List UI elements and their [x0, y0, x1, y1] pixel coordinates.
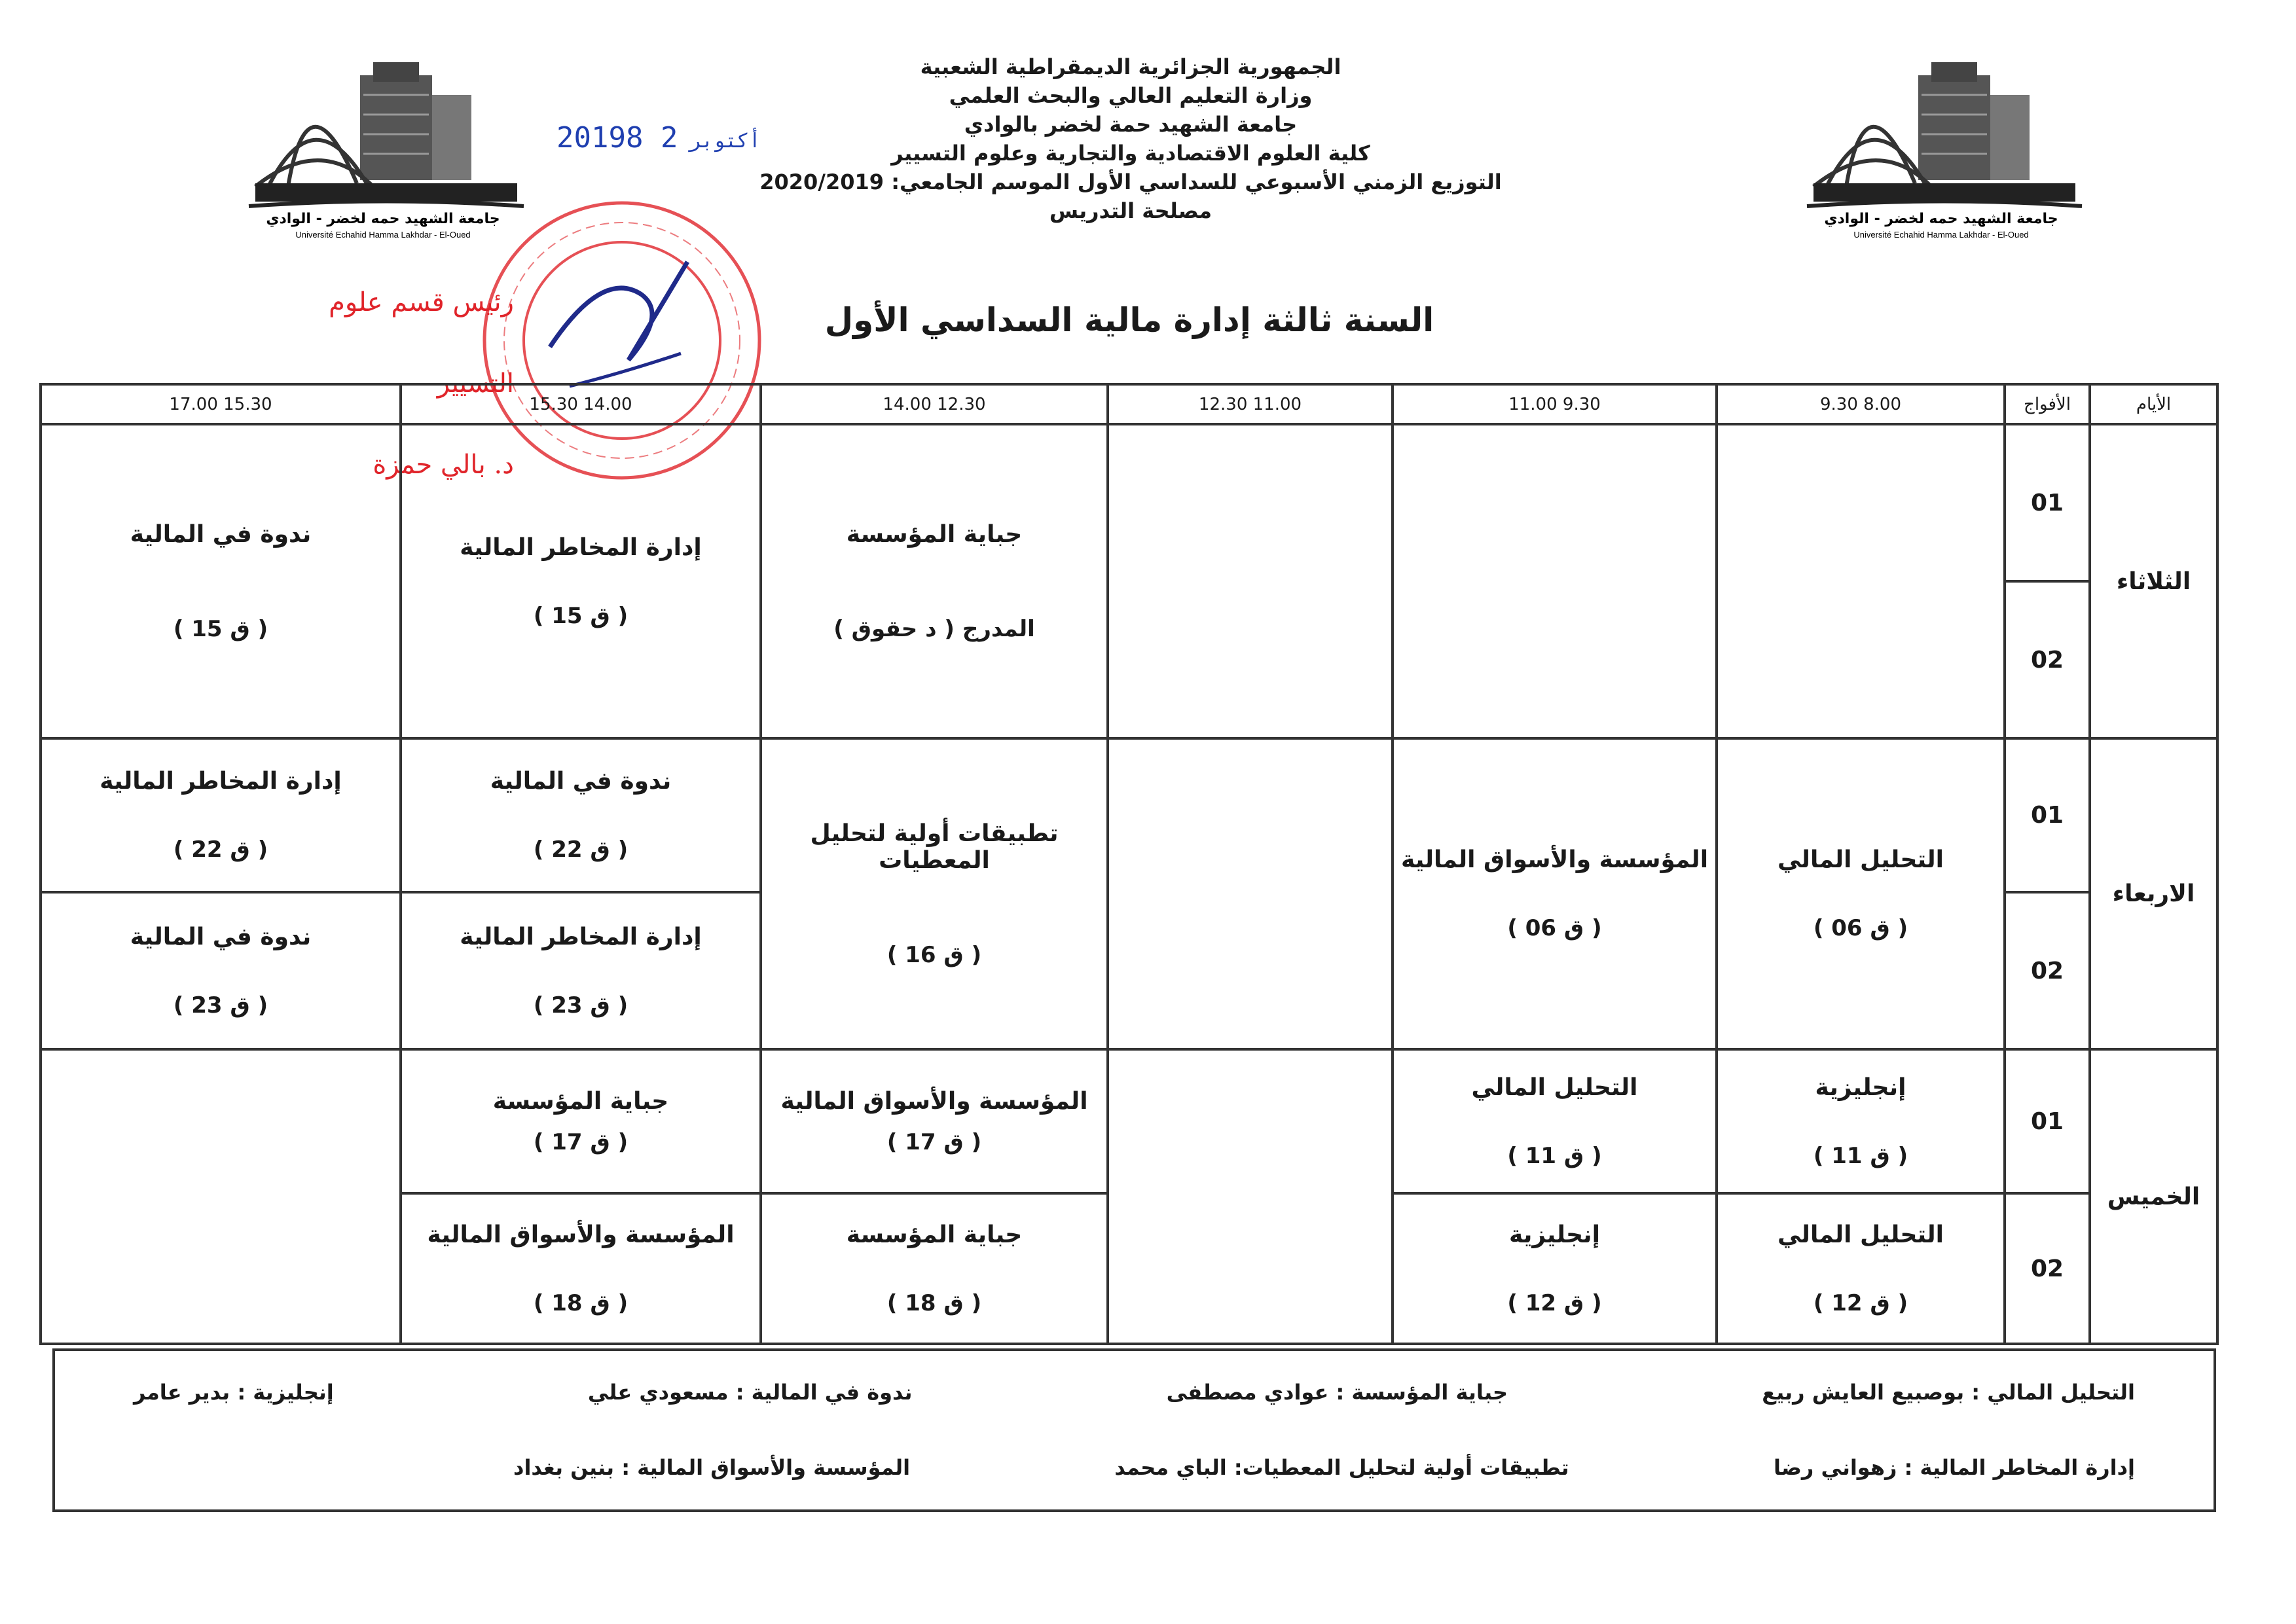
empty-cell — [1393, 424, 1717, 738]
room-label: ( ق 18 ) — [886, 1290, 982, 1316]
course-name: المؤسسة والأسواق المالية — [780, 1087, 1088, 1115]
teacher-entry: إدارة المخاطر المالية : زهواني رضا — [1773, 1454, 2135, 1480]
course-name: إدارة المخاطر المالية — [460, 923, 702, 950]
room-label: ( ق 15 ) — [173, 615, 268, 642]
room-label: ( ق 11 ) — [1813, 1142, 1908, 1169]
session-cell — [401, 892, 761, 1049]
group-02: 02 — [2005, 892, 2090, 1049]
slot-header-4: 12.30 14.00 — [761, 384, 1108, 424]
course-name: إنجليزية — [1509, 1221, 1600, 1248]
teacher-entry: المؤسسة والأسواق المالية : بنين بغداد — [513, 1454, 911, 1480]
course-name: جباية المؤسسة — [492, 1087, 669, 1115]
room-label: ( ق 06 ) — [1507, 915, 1602, 942]
signature-name: د. بالي حمزة — [373, 450, 514, 480]
session-cell — [761, 738, 1108, 1049]
session-cell — [401, 738, 761, 892]
empty-cell — [41, 1049, 401, 1344]
course-name: التحليل المالي — [1777, 1221, 1944, 1248]
course-name: ندوة في المالية — [490, 768, 672, 795]
groups-header: الأفواج — [2005, 384, 2090, 424]
session-cell — [401, 1193, 761, 1344]
timetable — [39, 383, 2219, 1345]
session-cell — [401, 424, 761, 738]
session-cell — [1717, 738, 2005, 1049]
teacher-entry: ندوة في المالية : مسعودي علي — [587, 1379, 913, 1405]
room-label: المدرج ( د حقوق ) — [833, 615, 1035, 642]
days-header: الأيام — [2090, 384, 2217, 424]
room-label: ( ق 06 ) — [1813, 915, 1908, 942]
header-line-1: الجمهورية الجزائرية الديمقراطية الشعبية — [920, 54, 1341, 79]
table-row — [41, 424, 2217, 581]
teacher-entry: إنجليزية : بدير عامر — [134, 1379, 334, 1405]
room-label: ( ق 23 ) — [533, 992, 629, 1019]
empty-cell — [1108, 1049, 1393, 1344]
session-cell — [761, 1049, 1108, 1193]
course-name: إنجليزية — [1815, 1074, 1906, 1101]
header-line-4: كلية العلوم الاقتصادية والتجارية وعلوم التسيير — [891, 141, 1370, 166]
session-cell — [1717, 1049, 2005, 1193]
empty-cell — [1108, 424, 1393, 738]
slot-header-1: 8.00 9.30 — [1717, 384, 2005, 424]
header-block — [738, 52, 1523, 225]
group-01: 01 — [2005, 738, 2090, 892]
session-cell — [41, 892, 401, 1049]
empty-cell — [1717, 424, 2005, 738]
teacher-entry: جباية المؤسسة : عوادي مصطفى — [1166, 1379, 1508, 1405]
date-stamp — [556, 121, 773, 154]
teachers-row-2 — [55, 1430, 2214, 1505]
session-cell — [401, 1049, 761, 1193]
session-cell — [41, 738, 401, 892]
signature-title: رئيس قسم علوم التسيير — [329, 287, 514, 399]
teachers-box — [52, 1348, 2216, 1512]
header-line-6: مصلحة التدريس — [1049, 198, 1212, 223]
logo-name-left: جامعة الشهيد حمه لخضر - الوادي — [266, 211, 500, 227]
course-name: التحليل المالي — [1777, 846, 1944, 874]
empty-cell — [1108, 738, 1393, 1049]
room-label: ( ق 23 ) — [173, 992, 268, 1019]
header-row — [41, 384, 2217, 424]
room-label: ( ق 12 ) — [1813, 1290, 1908, 1316]
group-01: 01 — [2005, 424, 2090, 581]
day-thursday: الخميس — [2090, 1049, 2217, 1344]
course-name: جباية المؤسسة — [846, 520, 1023, 548]
room-label: ( ق 22 ) — [173, 837, 268, 863]
header-line-5: التوزيع الزمني الأسبوعي للسداسي الأول الموسم الجامعي: 2020/2019 — [759, 170, 1502, 194]
teacher-entry: تطبيقات أولية لتحليل المعطيات: الباي محمد — [1114, 1454, 1569, 1480]
course-name: ندوة في المالية — [130, 923, 312, 950]
course-name: إدارة المخاطر المالية — [460, 533, 702, 561]
course-name: المؤسسة والأسواق المالية — [1400, 846, 1709, 874]
teachers-row-1 — [55, 1354, 2214, 1430]
room-label: ( ق 22 ) — [533, 837, 629, 863]
room-label: ( ق 18 ) — [533, 1290, 629, 1316]
course-name: تطبيقات أولية لتحليل المعطيات — [810, 820, 1059, 874]
room-label: ( ق 12 ) — [1507, 1290, 1602, 1316]
logo-name-right: جامعة الشهيد حمه لخضر - الوادي — [1824, 211, 2058, 227]
room-label: ( ق 16 ) — [886, 941, 982, 968]
session-cell — [761, 1193, 1108, 1344]
group-02: 02 — [2005, 581, 2090, 738]
session-cell — [1717, 1193, 2005, 1344]
course-name: المؤسسة والأسواق المالية — [427, 1221, 735, 1248]
group-01: 01 — [2005, 1049, 2090, 1193]
table-row — [41, 1049, 2217, 1193]
day-wednesday: الاربعاء — [2090, 738, 2217, 1049]
session-cell — [1393, 738, 1717, 1049]
slot-header-2: 9.30 11.00 — [1393, 384, 1717, 424]
course-name: التحليل المالي — [1471, 1074, 1638, 1101]
group-02: 02 — [2005, 1193, 2090, 1344]
room-label: ( ق 17 ) — [533, 1128, 629, 1155]
session-cell — [761, 424, 1108, 738]
logo-sub-right: Université Echahid Hamma Lakhdar - El-Oued — [1853, 230, 2029, 240]
header-line-3: جامعة الشهيد حمة لخضر بالوادي — [964, 112, 1298, 137]
date-month: أكتوبر — [689, 130, 761, 153]
slot-header-3: 11.00 12.30 — [1108, 384, 1393, 424]
day-tuesday: الثلاثاء — [2090, 424, 2217, 738]
room-label: ( ق 17 ) — [886, 1128, 982, 1155]
date-year: 2019 — [556, 121, 626, 154]
session-cell — [1393, 1193, 1717, 1344]
table-row — [41, 738, 2217, 892]
room-label: ( ق 11 ) — [1507, 1142, 1602, 1169]
slot-header-5: 14.00 15.30 — [401, 384, 761, 424]
course-name: إدارة المخاطر المالية — [100, 768, 342, 795]
date-day: 2 8 — [625, 121, 678, 154]
university-logo-right — [1800, 56, 2095, 245]
course-name: جباية المؤسسة — [846, 1221, 1023, 1248]
page-title: السنة ثالثة إدارة مالية السداسي الأول — [824, 301, 1434, 339]
teacher-entry: التحليل المالي : بوصبيع العايش ربيع — [1762, 1379, 2135, 1405]
header-line-2: وزارة التعليم العالي والبحث العلمي — [949, 83, 1313, 108]
session-cell — [1393, 1049, 1717, 1193]
logo-sub-left: Université Echahid Hamma Lakhdar - El-Oued — [295, 230, 471, 240]
slot-header-6: 15.30 17.00 — [41, 384, 401, 424]
session-cell — [41, 424, 401, 738]
course-name: ندوة في المالية — [130, 520, 312, 548]
room-label: ( ق 15 ) — [533, 602, 629, 629]
